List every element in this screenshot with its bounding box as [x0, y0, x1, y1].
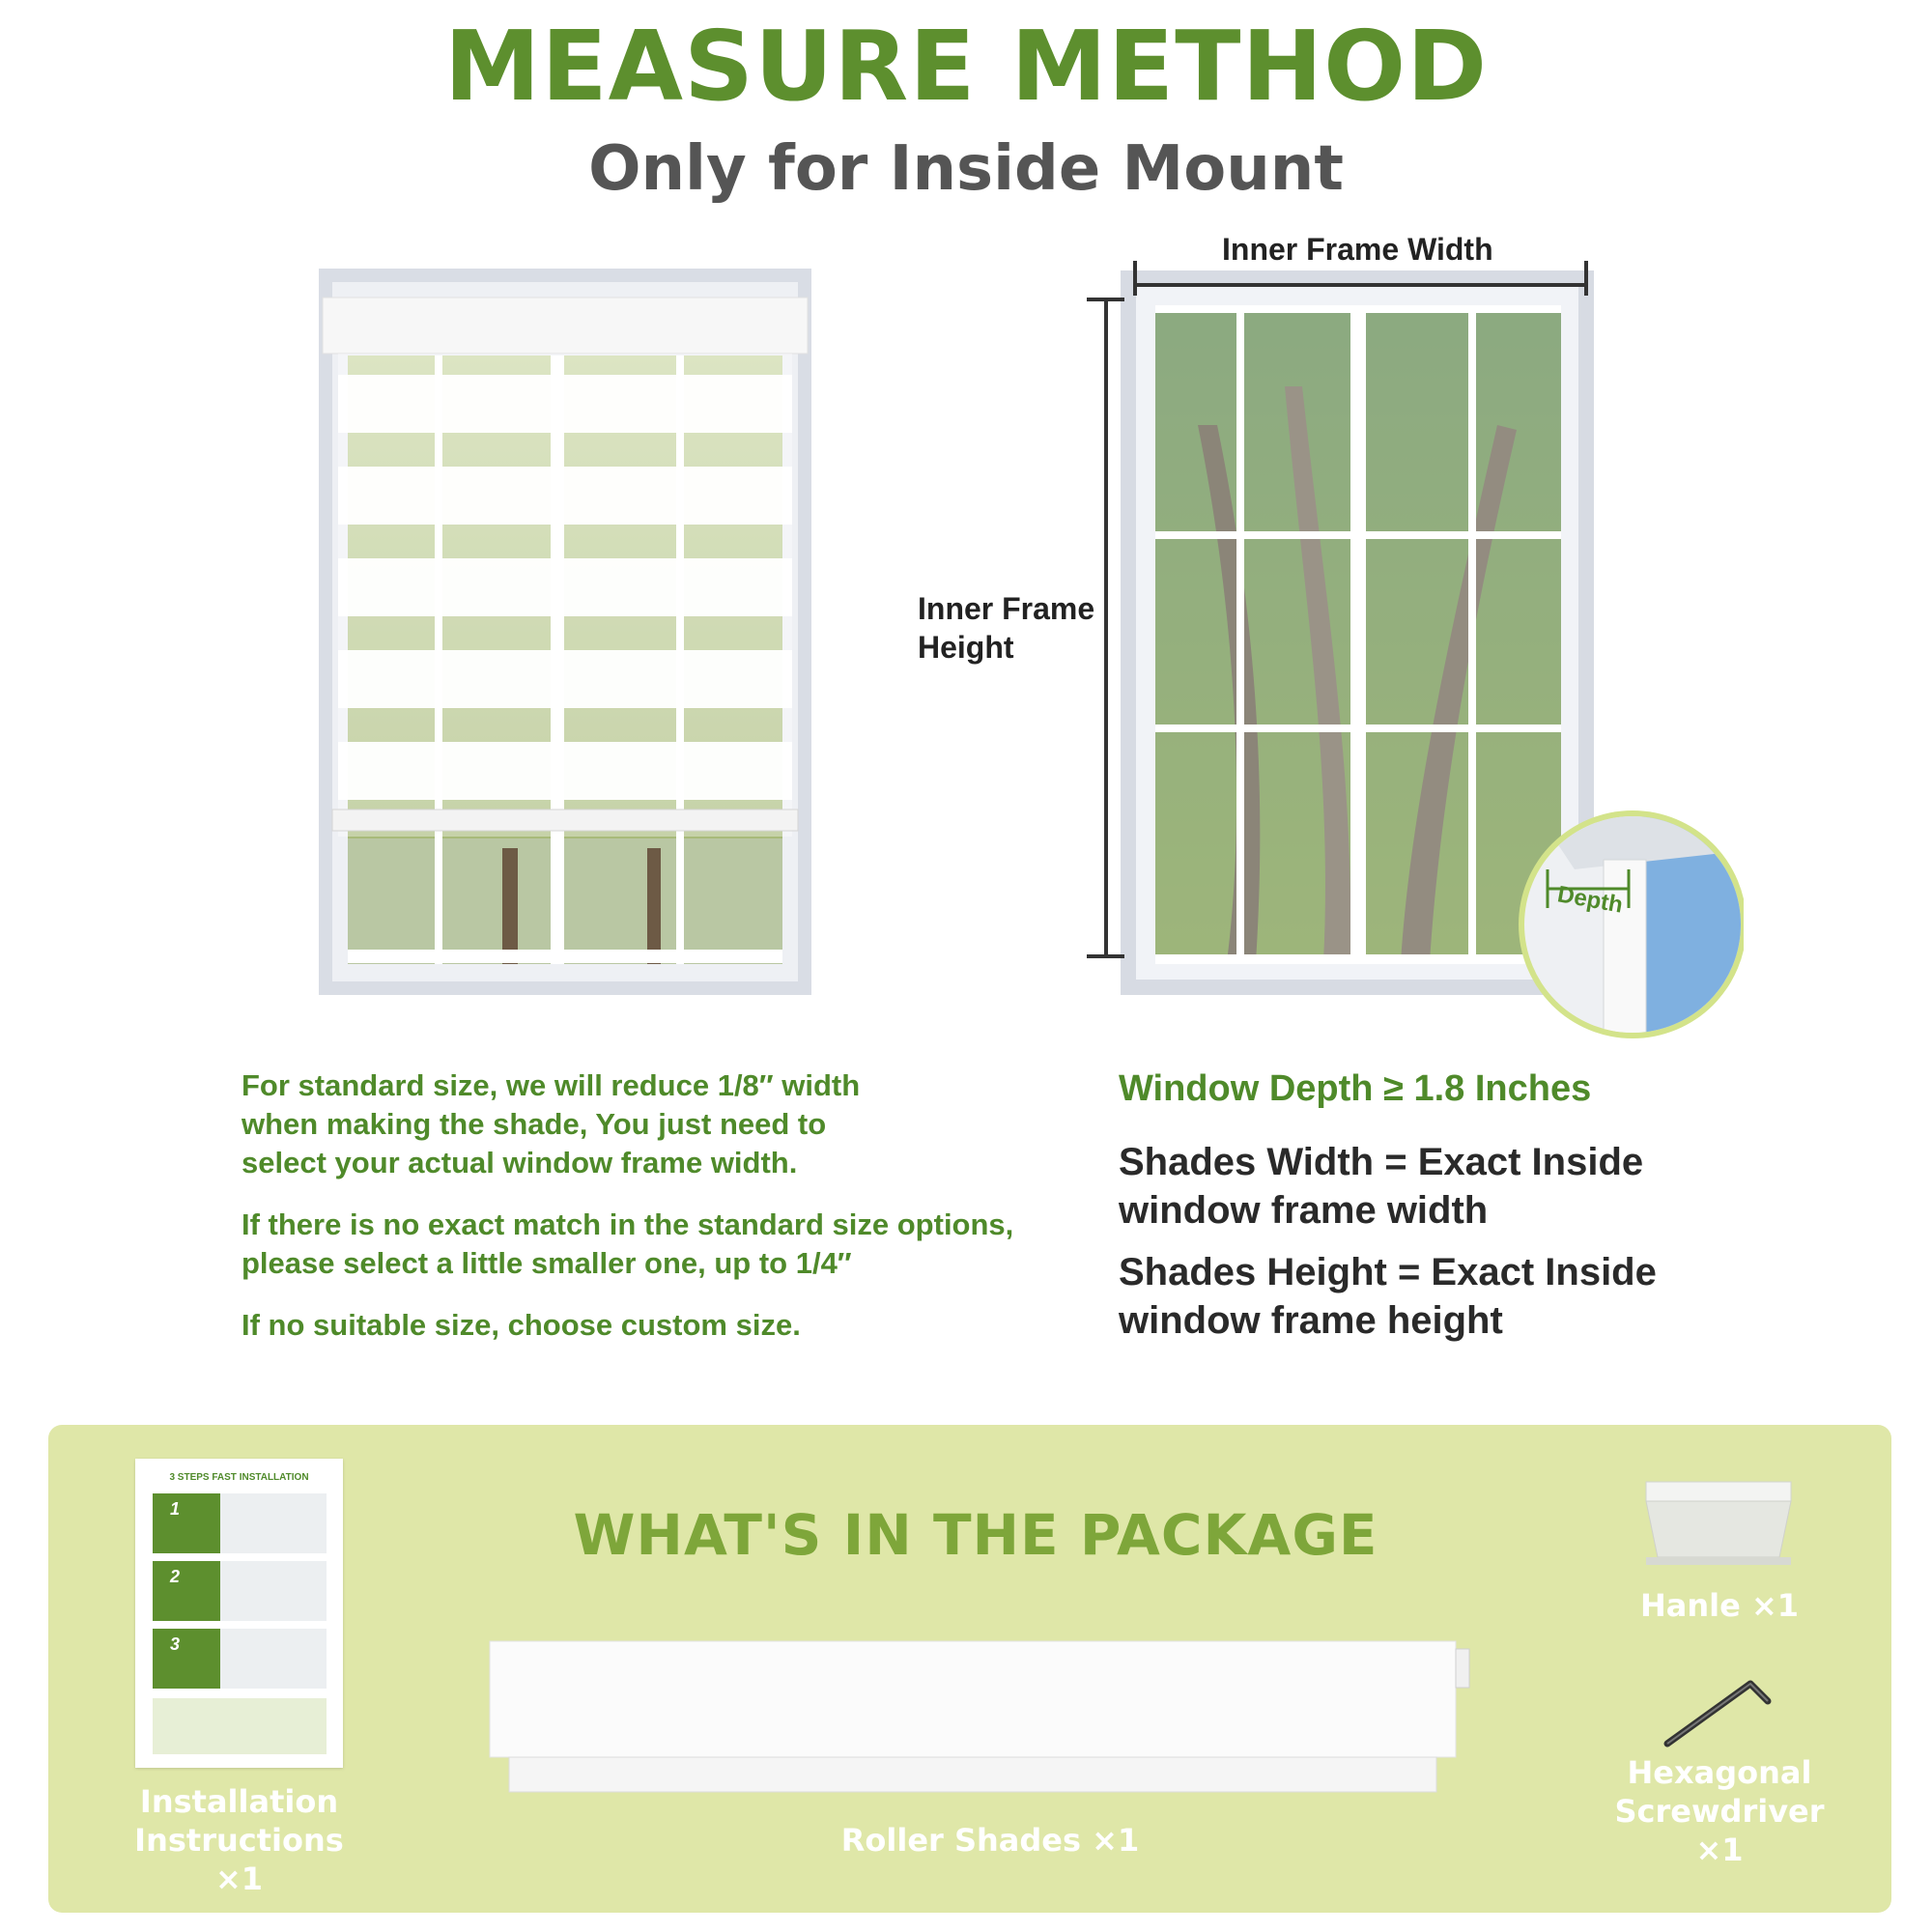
shades-width-rule: [1119, 1138, 1795, 1235]
instruction-booklet-image: [135, 1459, 343, 1768]
note-line: select your actual window frame width.: [242, 1146, 798, 1179]
depth-label: Depth: [1555, 881, 1625, 919]
roller-shades-label: Roller Shades ×1: [840, 1822, 1140, 1859]
no-exact-match-note: [242, 1206, 1053, 1283]
window-depth-rule: Window Depth ≥ 1.8 Inches: [1119, 1068, 1592, 1109]
booklet-step: 2: [170, 1567, 181, 1586]
shades-height-rule: [1119, 1248, 1795, 1345]
height-label-line: Height: [918, 630, 1014, 665]
label-line: ×1: [214, 1861, 264, 1897]
rule-line: Shades Width = Exact Inside: [1119, 1141, 1644, 1183]
standard-size-note: [242, 1066, 1034, 1182]
package-title: WHAT'S IN THE PACKAGE: [573, 1502, 1378, 1568]
booklet-heading: 3 STEPS FAST INSTALLATION: [169, 1472, 309, 1483]
height-label-line: Inner Frame: [918, 591, 1095, 626]
label-line: Installation: [139, 1783, 339, 1820]
window-measure-illustration: [1082, 232, 1744, 1053]
rule-line: Shades Height = Exact Inside: [1119, 1251, 1657, 1293]
inner-frame-width-label: Inner Frame Width: [1222, 232, 1493, 267]
custom-size-note: If no suitable size, choose custom size.: [242, 1308, 801, 1342]
roller-shade-image: [488, 1637, 1483, 1806]
booklet-step: 1: [170, 1499, 181, 1519]
page-subtitle: Only for Inside Mount: [588, 133, 1344, 205]
handle-image: [1642, 1478, 1795, 1570]
zebra-shade-window-illustration: [319, 269, 811, 995]
page-title: MEASURE METHOD: [443, 10, 1489, 123]
instructions-label: [116, 1782, 362, 1898]
label-line: ×1: [1695, 1832, 1744, 1868]
label-line: Screwdriver: [1614, 1793, 1825, 1830]
note-line: when making the shade, You just need to: [242, 1107, 827, 1141]
rule-line: window frame height: [1119, 1299, 1503, 1342]
label-line: Hexagonal: [1627, 1754, 1812, 1791]
note-line: please select a little smaller one, up to 1/4″: [242, 1246, 852, 1280]
label-line: Instructions: [134, 1822, 344, 1859]
hex-key-icon: [1662, 1676, 1777, 1748]
note-line: For standard size, we will reduce 1/8″ width: [242, 1068, 861, 1102]
inner-frame-height-label: [918, 589, 1150, 667]
booklet-step: 3: [170, 1634, 181, 1654]
screwdriver-label: [1604, 1753, 1835, 1869]
rule-line: window frame width: [1119, 1189, 1489, 1232]
note-line: If there is no exact match in the standard size options,: [242, 1208, 1014, 1241]
handle-label: Hanle ×1: [1639, 1587, 1800, 1624]
